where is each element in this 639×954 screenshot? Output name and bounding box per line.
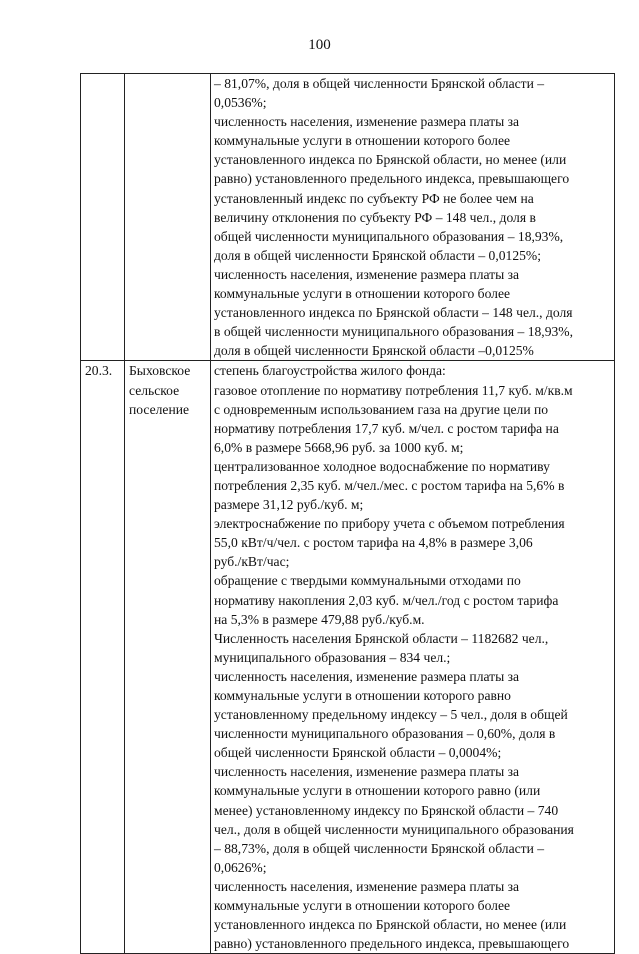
text-line: размере 31,12 руб./куб. м; bbox=[214, 497, 364, 513]
text-line: величину отклонения по субъекту РФ – 148 чел., доля в bbox=[214, 209, 536, 225]
text-line: равно) установленного предельного индекса, превышающего bbox=[214, 171, 570, 187]
text-line: обращение с твердыми коммунальными отходами по bbox=[214, 573, 521, 589]
text-line: на 5,3% в размере 479,88 руб./куб.м. bbox=[214, 611, 425, 627]
text-line: доля в общей численности Брянской области –0,0125% bbox=[214, 343, 534, 359]
text-line: газовое отопление по нормативу потребления 11,7 куб. м/кв.м bbox=[214, 382, 573, 398]
text-line: 0,0536%; bbox=[214, 95, 267, 111]
table-row-bykhovskoe bbox=[81, 361, 615, 954]
text-line: численность населения, изменение размера платы за bbox=[214, 114, 520, 130]
description-cell bbox=[211, 74, 615, 361]
text-line: коммунальные услуги в отношении которого более bbox=[214, 898, 511, 914]
row-number-cell: 20.3. bbox=[81, 361, 125, 954]
text-line: численность населения, изменение размера платы за bbox=[214, 668, 520, 684]
text-line: 55,0 кВт/ч/чел. с ростом тарифа на 4,8% в размере 3,06 bbox=[214, 535, 533, 551]
text-line: установленный индекс по субъекту РФ не более чем на bbox=[214, 190, 534, 206]
municipality-name-cell bbox=[125, 361, 211, 954]
text-line: нормативу накопления 2,03 куб. м/чел./год с ростом тарифа bbox=[214, 592, 559, 608]
name-line: поселение bbox=[129, 401, 190, 417]
description-cell bbox=[211, 361, 615, 954]
name-line: Быховское bbox=[129, 363, 191, 379]
text-line: – 81,07%, доля в общей численности Брянской области – bbox=[214, 76, 545, 91]
row-number-cell bbox=[81, 74, 125, 361]
page-number: 100 bbox=[308, 37, 331, 53]
text-line: нормативу потребления 17,7 куб. м/чел. с ростом тарифа на bbox=[214, 420, 559, 436]
text-line: 6,0% в размере 5668,96 руб. за 1000 куб. м; bbox=[214, 439, 464, 455]
text-line: численность населения, изменение размера платы за bbox=[214, 764, 520, 780]
municipality-name-cell bbox=[125, 74, 211, 361]
text-line: общей численности Брянской области – 0,0004%; bbox=[214, 745, 502, 761]
text-line: коммунальные услуги в отношении которого более bbox=[214, 286, 511, 302]
text-line: Численность населения Брянской области – 1182682 чел., bbox=[214, 630, 549, 646]
text-line: установленного индекса по Брянской области, но менее (или bbox=[214, 917, 567, 933]
text-line: электроснабжение по прибору учета с объемом потребления bbox=[214, 516, 565, 532]
text-line: доля в общей численности Брянской области – 0,0125%; bbox=[214, 247, 542, 263]
text-line: менее) установленному индексу по Брянской области – 740 bbox=[214, 802, 559, 818]
table-row-continuation bbox=[81, 74, 615, 361]
text-line: общей численности муниципального образования – 18,93%, bbox=[214, 228, 564, 244]
text-line: установленного индекса по Брянской области, но менее (или bbox=[214, 152, 567, 168]
text-line: численность населения, изменение размера платы за bbox=[214, 878, 520, 894]
document-table bbox=[80, 73, 615, 954]
text-line: с одновременным использованием газа на другие цели по bbox=[214, 401, 549, 417]
text-line: потребления 2,35 куб. м/чел./мес. с ростом тарифа на 5,6% в bbox=[214, 477, 565, 493]
name-line: сельское bbox=[129, 382, 180, 398]
text-line: – 88,73%, доля в общей численности Брянской области – bbox=[214, 840, 545, 856]
text-line: коммунальные услуги в отношении которого более bbox=[214, 133, 511, 149]
text-line: коммунальные услуги в отношении которого равно bbox=[214, 688, 511, 703]
text-line: установленному предельному индексу – 5 чел., доля в общей bbox=[214, 707, 568, 723]
text-line: численность населения, изменение размера платы за bbox=[214, 266, 520, 282]
text-line: равно) установленного предельного индекса, превышающего bbox=[214, 936, 570, 952]
text-line: муниципального образования – 834 чел.; bbox=[214, 649, 451, 665]
text-line: степень благоустройства жилого фонда: bbox=[214, 363, 446, 379]
text-line: руб./кВт/час; bbox=[214, 554, 290, 570]
text-line: централизованное холодное водоснабжение по нормативу bbox=[214, 458, 550, 474]
text-line: 0,0626%; bbox=[214, 859, 267, 875]
text-line: коммунальные услуги в отношении которого равно (или bbox=[214, 783, 541, 799]
text-line: чел., доля в общей численности муниципального образования bbox=[214, 821, 574, 837]
text-line: в общей численности муниципального образования – 18,93%, bbox=[214, 324, 574, 340]
text-line: численности муниципального образования – 0,60%, доля в bbox=[214, 726, 556, 742]
text-line: установленного индекса по Брянской области – 148 чел., доля bbox=[214, 305, 573, 321]
